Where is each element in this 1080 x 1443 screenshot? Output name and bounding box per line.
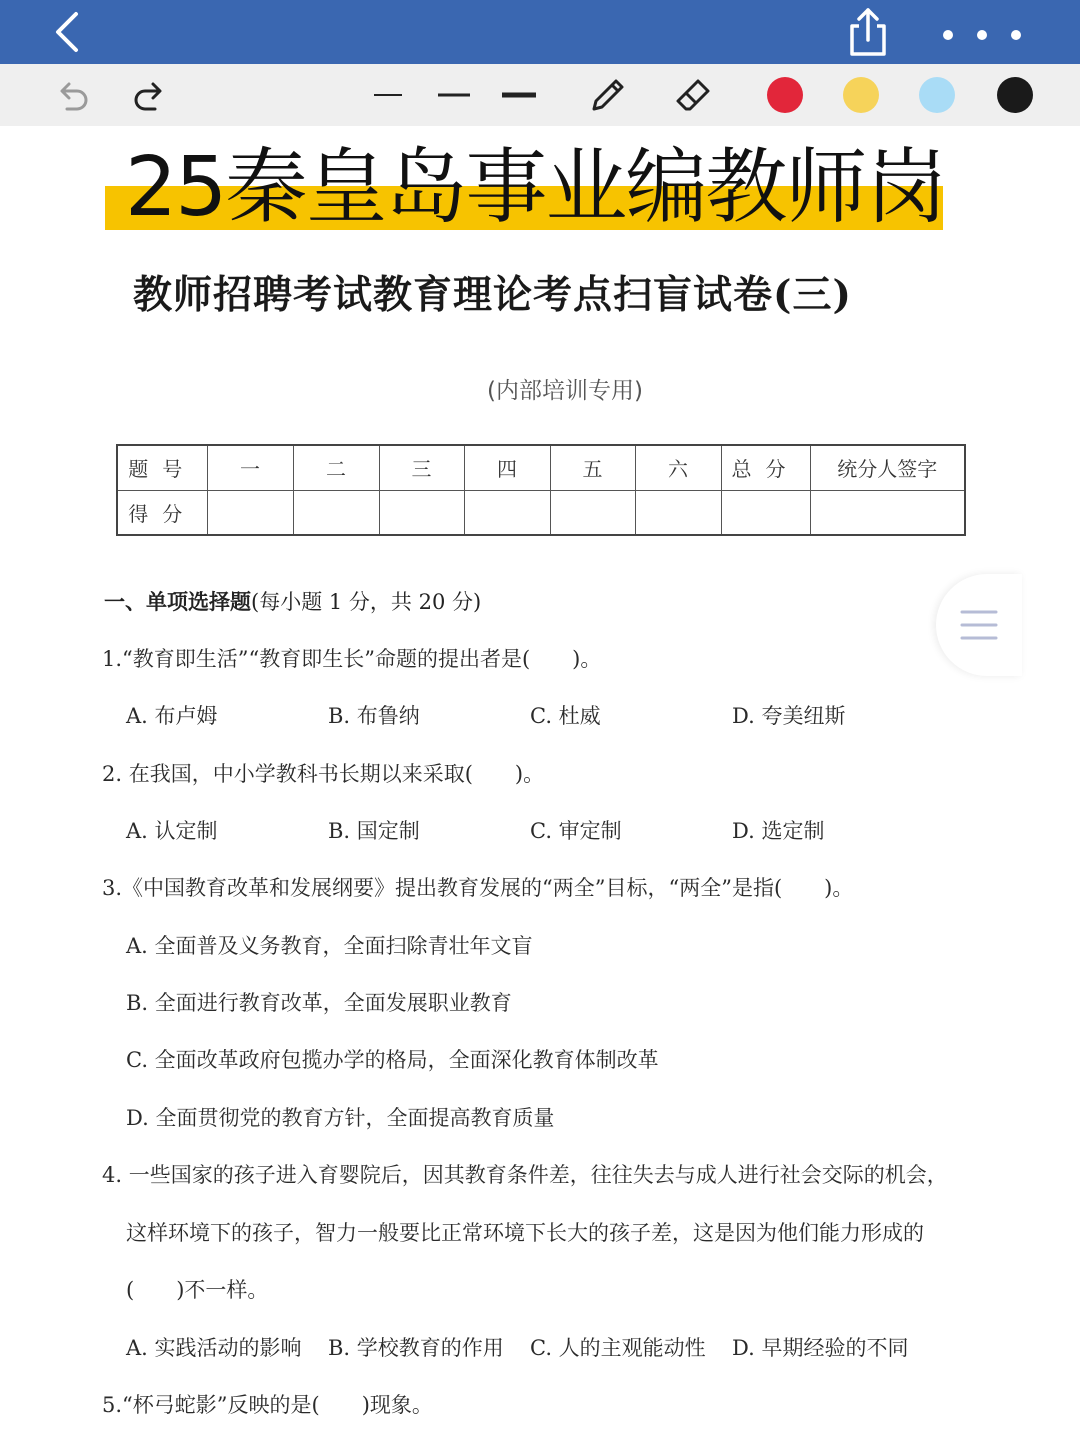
option-2a: A. 认定制 xyxy=(126,819,218,843)
option-4a: A. 实践活动的影响 xyxy=(126,1336,302,1360)
floating-menu-button[interactable] xyxy=(936,574,1022,676)
score-table xyxy=(116,444,966,536)
score-row-label: 得分 xyxy=(117,490,207,535)
score-table-header-row xyxy=(117,445,965,490)
thick-line-icon[interactable] xyxy=(498,72,540,118)
question-1: 1.“教育即生活”“教育即生长”命题的提出者是( )。 xyxy=(102,647,602,671)
question-2: 2. 在我国，中小学教科书长期以来采取( )。 xyxy=(102,762,545,786)
option-3b: B. 全面进行教育改革，全面发展职业教育 xyxy=(126,991,512,1015)
document-page[interactable] xyxy=(0,126,1080,1443)
score-header-cell: 一 xyxy=(207,445,293,490)
score-header-cell: 四 xyxy=(464,445,550,490)
internal-use-note: (内部培训专用) xyxy=(487,378,643,404)
option-3d: D. 全面贯彻党的教育方针，全面提高教育质量 xyxy=(126,1106,555,1130)
section-title: 一、单项选择题 xyxy=(104,589,251,614)
pencil-icon[interactable] xyxy=(584,72,632,118)
yellow-color-swatch xyxy=(843,77,879,113)
score-header-cell: 二 xyxy=(293,445,379,490)
score-table-row xyxy=(117,490,965,535)
option-1d: D. 夸美纽斯 xyxy=(732,704,846,728)
color-black-button[interactable] xyxy=(994,72,1036,118)
undo-icon[interactable] xyxy=(48,72,94,118)
score-header-cell: 题号 xyxy=(117,445,207,490)
question-5: 5.“杯弓蛇影”反映的是( )现象。 xyxy=(102,1393,433,1417)
score-header-cell: 六 xyxy=(635,445,721,490)
share-icon[interactable] xyxy=(842,4,894,60)
option-2d: D. 选定制 xyxy=(732,819,825,843)
more-options-icon[interactable] xyxy=(930,14,1034,54)
option-1b: B. 布鲁纳 xyxy=(328,704,420,728)
top-app-bar xyxy=(0,0,1080,64)
redo-icon[interactable] xyxy=(128,72,174,118)
option-2c: C. 审定制 xyxy=(530,819,622,843)
score-cell xyxy=(635,490,721,535)
section-heading xyxy=(104,586,481,616)
score-cell xyxy=(379,490,464,535)
option-4d: D. 早期经验的不同 xyxy=(732,1336,909,1360)
section-note: (每小题 1 分，共 20 分) xyxy=(251,590,482,614)
option-1a: A. 布卢姆 xyxy=(126,704,218,728)
option-4c: C. 人的主观能动性 xyxy=(530,1336,706,1360)
score-cell xyxy=(207,490,293,535)
score-header-cell: 三 xyxy=(379,445,464,490)
question-3: 3.《中国教育改革和发展纲要》提出教育发展的“两全”目标，“两全”是指( )。 xyxy=(102,876,854,900)
question-4-line-1: 4. 一些国家的孩子进入育婴院后，因其教育条件差，往往失去与成人进行社会交际的机会， xyxy=(102,1163,948,1187)
score-header-cell: 统分人签字 xyxy=(810,445,965,490)
question-4-line-2: 这样环境下的孩子，智力一般要比正常环境下长大的孩子差，这是因为他们能力形成的 xyxy=(126,1221,924,1245)
score-cell xyxy=(293,490,379,535)
black-color-swatch xyxy=(997,77,1033,113)
color-blue-button[interactable] xyxy=(916,72,958,118)
score-cell xyxy=(721,490,810,535)
annotation-toolbar xyxy=(0,64,1080,126)
color-red-button[interactable] xyxy=(764,72,806,118)
option-3a: A. 全面普及义务教育，全面扫除青壮年文盲 xyxy=(126,934,533,958)
medium-line-icon[interactable] xyxy=(434,72,474,118)
score-cell xyxy=(464,490,550,535)
red-color-swatch xyxy=(767,77,803,113)
score-header-cell: 五 xyxy=(550,445,635,490)
option-2b: B. 国定制 xyxy=(328,819,420,843)
score-cell xyxy=(810,490,965,535)
banner-title: 25秦皇岛事业编教师岗 xyxy=(125,140,946,235)
option-1c: C. 杜威 xyxy=(530,704,601,728)
eraser-icon[interactable] xyxy=(670,72,718,118)
light-blue-color-swatch xyxy=(919,77,955,113)
exam-subtitle: 教师招聘考试教育理论考点扫盲试卷(三) xyxy=(133,272,852,318)
menu-icon xyxy=(959,608,999,642)
option-4b: B. 学校教育的作用 xyxy=(328,1336,504,1360)
color-yellow-button[interactable] xyxy=(840,72,882,118)
back-arrow-icon[interactable] xyxy=(44,8,92,56)
thin-line-icon[interactable] xyxy=(370,72,406,118)
score-cell xyxy=(550,490,635,535)
score-header-cell: 总分 xyxy=(721,445,810,490)
question-4-line-3: ( )不一样。 xyxy=(126,1278,269,1302)
option-3c: C. 全面改革政府包揽办学的格局，全面深化教育体制改革 xyxy=(126,1048,659,1072)
